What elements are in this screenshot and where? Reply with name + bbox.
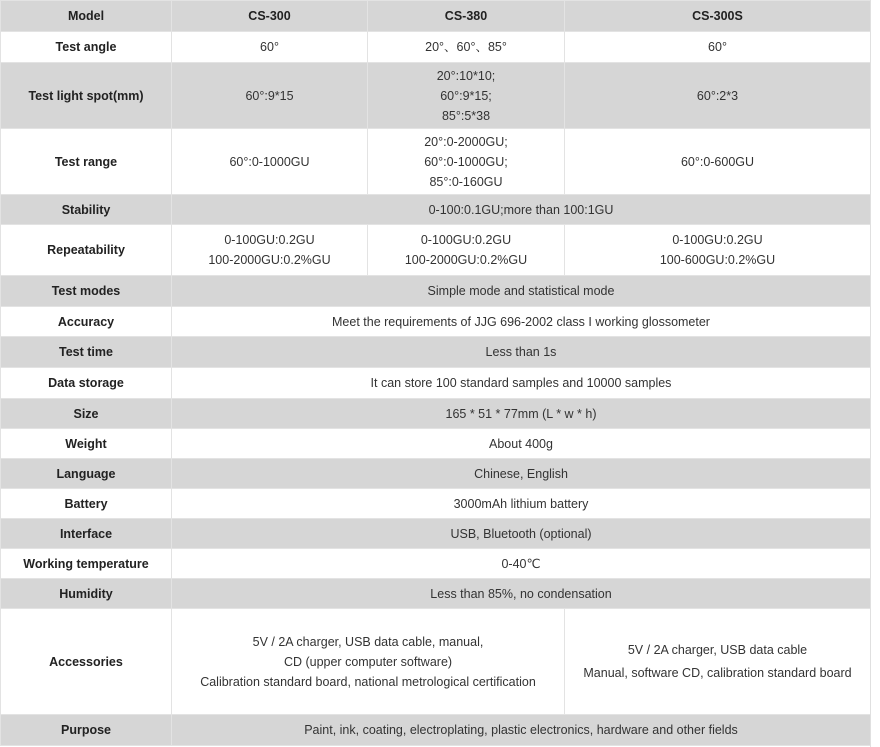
row-accuracy (1, 307, 871, 337)
header-cs-300: CS-300 (172, 1, 368, 32)
row-label: Purpose (1, 715, 172, 746)
cell-line: 100-2000GU:0.2%GU (208, 253, 331, 267)
cell-line: Manual, software CD, calibration standard board (583, 665, 852, 680)
header-cs-380: CS-380 (368, 1, 565, 32)
row-label: Humidity (1, 579, 172, 609)
cell-line: 100-600GU:0.2%GU (659, 253, 776, 267)
cell-cs-300s (565, 225, 871, 276)
cell-cs-300: 60°:0-1000GU (172, 129, 368, 195)
vertical-divider (870, 0, 871, 747)
row-test-light-spot (1, 63, 871, 129)
cell-cs-380 (368, 63, 565, 129)
cell-line: 85°:0-160GU (429, 174, 503, 189)
row-label: Repeatability (1, 225, 172, 276)
row-working-temperature (1, 549, 871, 579)
cell-cs-300s: 60°:2*3 (565, 63, 871, 129)
cell-line: 0-100GU:0.2GU (420, 233, 512, 247)
row-humidity (1, 579, 871, 609)
cell-cs-300 (172, 225, 368, 276)
row-size (1, 399, 871, 429)
row-test-range (1, 129, 871, 195)
cell-cs-300-cs-380 (172, 609, 565, 715)
cell-all-models: Simple mode and statistical mode (172, 276, 871, 307)
row-label: Language (1, 459, 172, 489)
cell-line: 85°:5*38 (441, 108, 491, 123)
row-purpose (1, 715, 871, 746)
cell-cs-380 (368, 225, 565, 276)
cell-line: 20°:0-2000GU; (424, 134, 508, 149)
cell-line: 5V / 2A charger, USB data cable, manual, (252, 634, 484, 649)
row-label: Test angle (1, 32, 172, 63)
row-label: Weight (1, 429, 172, 459)
row-test-time (1, 337, 871, 368)
cell-all-models: Chinese, English (172, 459, 871, 489)
header-cs-300s: CS-300S (565, 1, 871, 32)
row-interface (1, 519, 871, 549)
row-label: Interface (1, 519, 172, 549)
cell-cs-300s: 60°:0-600GU (565, 129, 871, 195)
right-border-strip (870, 0, 880, 747)
row-label: Accuracy (1, 307, 172, 337)
header-model: Model (1, 1, 172, 32)
cell-line: Calibration standard board, national metrological certification (200, 674, 536, 689)
cell-all-models: USB, Bluetooth (optional) (172, 519, 871, 549)
cell-all-models: Meet the requirements of JJG 696-2002 class I working glossometer (172, 307, 871, 337)
cell-cs-300s: 60° (565, 32, 871, 63)
cell-all-models: Less than 85%, no condensation (172, 579, 871, 609)
cell-all-models: 3000mAh lithium battery (172, 489, 871, 519)
cell-cs-300s (565, 609, 871, 715)
cell-all-models: 0-100:0.1GU;more than 100:1GU (172, 195, 871, 225)
cell-line: 20°:10*10; (436, 68, 496, 83)
cell-line: 5V / 2A charger, USB data cable (627, 642, 808, 657)
row-label: Size (1, 399, 172, 429)
row-label: Working temperature (1, 549, 172, 579)
row-language (1, 459, 871, 489)
row-test-modes (1, 276, 871, 307)
cell-all-models: It can store 100 standard samples and 10000 samples (172, 368, 871, 399)
cell-cs-380 (368, 129, 565, 195)
cell-line: 60°:0-1000GU; (424, 154, 508, 169)
row-data-storage (1, 368, 871, 399)
cell-line: CD (upper computer software) (283, 654, 453, 669)
row-label: Data storage (1, 368, 172, 399)
cell-cs-300: 60° (172, 32, 368, 63)
row-battery (1, 489, 871, 519)
row-label: Accessories (1, 609, 172, 715)
row-label: Test light spot(mm) (1, 63, 172, 129)
cell-line: 0-100GU:0.2GU (224, 233, 315, 247)
row-label: Stability (1, 195, 172, 225)
row-label: Test range (1, 129, 172, 195)
cell-all-models: 165 * 51 * 77mm (L * w * h) (172, 399, 871, 429)
row-label: Test modes (1, 276, 172, 307)
cell-all-models: Less than 1s (172, 337, 871, 368)
cell-all-models: About 400g (172, 429, 871, 459)
cell-all-models: 0-40℃ (172, 549, 871, 579)
row-label: Battery (1, 489, 172, 519)
cell-line: 100-2000GU:0.2%GU (404, 253, 528, 267)
cell-cs-300: 60°:9*15 (172, 63, 368, 129)
cell-line: 0-100GU:0.2GU (672, 233, 763, 247)
row-test-angle (1, 32, 871, 63)
row-label: Test time (1, 337, 172, 368)
row-repeatability (1, 225, 871, 276)
row-weight (1, 429, 871, 459)
cell-line: 60°:9*15; (440, 88, 492, 103)
header-row (1, 1, 871, 32)
cell-cs-380: 20°、60°、85° (368, 32, 565, 63)
row-accessories (1, 609, 871, 715)
cell-all-models: Paint, ink, coating, electroplating, plastic electronics, hardware and other fields (172, 715, 871, 746)
row-stability (1, 195, 871, 225)
